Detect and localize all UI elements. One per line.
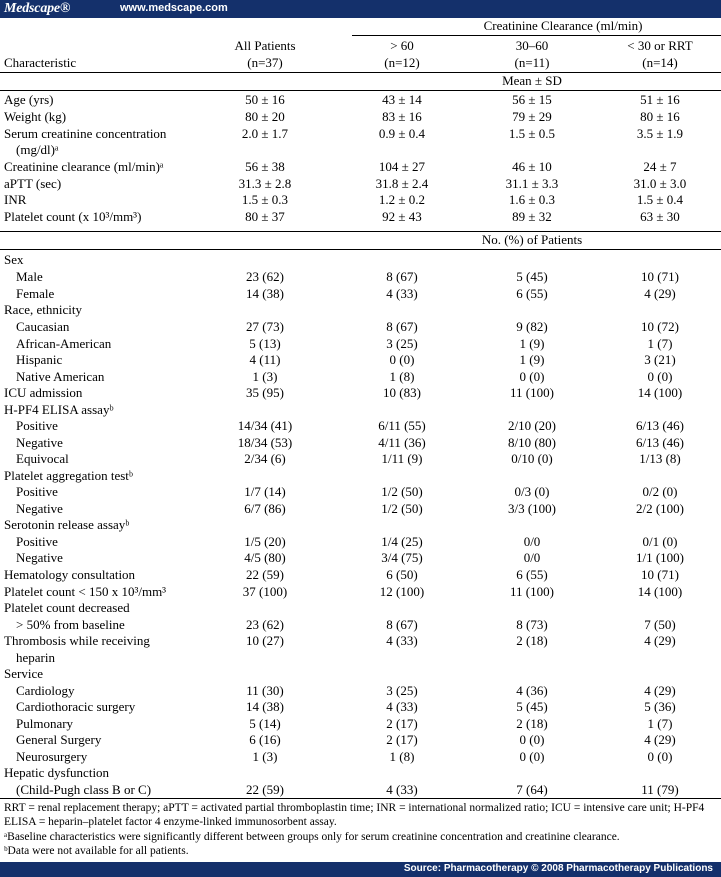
footer-bar bbox=[0, 862, 721, 877]
cell-value: 1/4 (25) bbox=[381, 534, 423, 549]
cell-value: 14 (100) bbox=[637, 584, 683, 599]
cell-value: 1.2 ± 0.2 bbox=[378, 192, 426, 207]
cell-value: 3 (25) bbox=[386, 683, 418, 698]
row-label: (mg/dl)ᵃ bbox=[16, 142, 59, 157]
cell-value: 10 (83) bbox=[383, 385, 421, 400]
cell-value: 3 (25) bbox=[386, 336, 418, 351]
cell-value: 6/13 (46) bbox=[635, 418, 685, 433]
cell-value: 10 (72) bbox=[641, 319, 679, 334]
row-label: Neurosurgery bbox=[16, 749, 88, 764]
cell-value: 2 (18) bbox=[516, 633, 548, 648]
cell-value: 4 (33) bbox=[386, 699, 418, 714]
cell-value: 8/10 (80) bbox=[507, 435, 557, 450]
col-lt30-label: < 30 or RRT bbox=[627, 38, 693, 53]
cell-value: 1.5 ± 0.4 bbox=[636, 192, 684, 207]
cell-value: 0.9 ± 0.4 bbox=[378, 126, 426, 141]
cell-value: 3 (21) bbox=[644, 352, 676, 367]
cell-value: 0/3 (0) bbox=[514, 484, 550, 499]
cell-value: 0 (0) bbox=[519, 369, 545, 384]
cell-value: 63 ± 30 bbox=[640, 209, 680, 224]
cell-value: 1 (3) bbox=[252, 749, 278, 764]
cell-value: 8 (67) bbox=[386, 617, 418, 632]
row-label: Platelet aggregation testᵇ bbox=[4, 468, 133, 483]
cell-value: 1 (8) bbox=[389, 369, 415, 384]
cell-value: 4 (33) bbox=[386, 782, 418, 797]
cell-value: 2/2 (100) bbox=[635, 501, 685, 516]
cell-value: 12 (100) bbox=[379, 584, 425, 599]
cell-value: 89 ± 32 bbox=[512, 209, 552, 224]
span-rule bbox=[352, 35, 721, 36]
cell-value: 2/10 (20) bbox=[507, 418, 557, 433]
col-gt60-n: (n=12) bbox=[384, 55, 420, 70]
col-lt30-n: (n=14) bbox=[642, 55, 678, 70]
row-label: Hepatic dysfunction bbox=[4, 765, 110, 780]
cell-value: 5 (13) bbox=[249, 336, 281, 351]
row-label: Female bbox=[16, 286, 55, 301]
row-label: Serum creatinine concentration bbox=[4, 126, 167, 141]
row-label: aPTT (sec) bbox=[4, 176, 62, 191]
cell-value: 5 (14) bbox=[249, 716, 281, 731]
cell-value: 11 (30) bbox=[246, 683, 284, 698]
cell-value: 6/7 (86) bbox=[244, 501, 286, 516]
row-label: Weight (kg) bbox=[4, 109, 67, 124]
cell-value: 14 (100) bbox=[637, 385, 683, 400]
row-label: Service bbox=[4, 666, 43, 681]
cell-value: 2 (18) bbox=[516, 716, 548, 731]
row-label: Age (yrs) bbox=[4, 92, 54, 107]
section1-rule bbox=[0, 90, 721, 91]
cell-value: 27 (73) bbox=[246, 319, 284, 334]
row-label: Negative bbox=[16, 550, 63, 565]
row-label: Serotonin release assayᵇ bbox=[4, 517, 130, 532]
cell-value: 0 (0) bbox=[389, 352, 415, 367]
cell-value: 5 (45) bbox=[516, 699, 548, 714]
cell-value: 11 (100) bbox=[510, 584, 554, 599]
cell-value: 5 (36) bbox=[644, 699, 676, 714]
cell-value: 3.5 ± 1.9 bbox=[636, 126, 684, 141]
site-url[interactable]: www.medscape.com bbox=[120, 2, 228, 14]
cell-value: 80 ± 20 bbox=[245, 109, 285, 124]
row-label: Negative bbox=[16, 501, 63, 516]
row-label: Creatinine clearance (ml/min)ᵃ bbox=[4, 159, 164, 174]
cell-value: 1/7 (14) bbox=[244, 484, 286, 499]
cell-value: 10 (71) bbox=[641, 269, 679, 284]
cell-value: 1.6 ± 0.3 bbox=[508, 192, 556, 207]
row-label: Positive bbox=[16, 534, 58, 549]
cell-value: 3/4 (75) bbox=[381, 550, 423, 565]
cell-value: 1 (9) bbox=[519, 336, 545, 351]
cell-value: 31.0 ± 3.0 bbox=[633, 176, 687, 191]
cell-value: 35 (95) bbox=[246, 385, 284, 400]
cell-value: 22 (59) bbox=[246, 782, 284, 797]
cell-value: 9 (82) bbox=[516, 319, 548, 334]
cell-value: 92 ± 43 bbox=[382, 209, 422, 224]
cell-value: 14 (38) bbox=[246, 699, 284, 714]
cell-value: 24 ± 7 bbox=[643, 159, 677, 174]
col-characteristic: Characteristic bbox=[4, 55, 77, 70]
row-label: Hispanic bbox=[16, 352, 63, 367]
cell-value: 0 (0) bbox=[519, 732, 545, 747]
cell-value: 6 (55) bbox=[516, 567, 548, 582]
col-gt60-label: > 60 bbox=[390, 38, 414, 53]
section-no-pct: No. (%) of Patients bbox=[481, 232, 583, 247]
cell-value: 22 (59) bbox=[246, 567, 284, 582]
cell-value: 11 (79) bbox=[641, 782, 679, 797]
cell-value: 23 (62) bbox=[246, 269, 284, 284]
col-all-n: (n=37) bbox=[247, 55, 283, 70]
cell-value: 1 (9) bbox=[519, 352, 545, 367]
cell-value: 6/13 (46) bbox=[635, 435, 685, 450]
col-30-60-label: 30–60 bbox=[515, 38, 549, 53]
cell-value: 56 ± 38 bbox=[245, 159, 285, 174]
row-label: Pulmonary bbox=[16, 716, 74, 731]
row-label: Male bbox=[16, 269, 43, 284]
cell-value: 46 ± 10 bbox=[512, 159, 552, 174]
cell-value: 0 (0) bbox=[647, 749, 673, 764]
section-mean-sd: Mean ± SD bbox=[502, 73, 562, 88]
cell-value: 7 (50) bbox=[644, 617, 676, 632]
row-label: Platelet count decreased bbox=[4, 600, 130, 615]
cell-value: 0 (0) bbox=[519, 749, 545, 764]
row-label: Native American bbox=[16, 369, 105, 384]
section2-rule bbox=[0, 249, 721, 250]
cell-value: 6 (16) bbox=[249, 732, 281, 747]
table-bottom-rule bbox=[0, 798, 721, 799]
cell-value: 43 ± 14 bbox=[382, 92, 422, 107]
cell-value: 4 (33) bbox=[386, 286, 418, 301]
footnote-abbrev: RRT = renal replacement therapy; aPTT = activated partial thromboplastin time; INR = international normalized ratio; ICU = intensive care unit; H-PF4 ELISA = heparin–platelet factor 4 enzyme-linked immunosorbent assay. bbox=[4, 802, 705, 828]
cell-value: 18/34 (53) bbox=[237, 435, 293, 450]
row-label: H-PF4 ELISA assayᵇ bbox=[4, 402, 114, 417]
cell-value: 23 (62) bbox=[246, 617, 284, 632]
cell-value: 4 (33) bbox=[386, 633, 418, 648]
cell-value: 79 ± 29 bbox=[512, 109, 552, 124]
cell-value: 80 ± 37 bbox=[245, 209, 285, 224]
cell-value: 11 (100) bbox=[510, 385, 554, 400]
cell-value: 8 (67) bbox=[386, 269, 418, 284]
cell-value: 14 (38) bbox=[246, 286, 284, 301]
cell-value: 31.1 ± 3.3 bbox=[505, 176, 559, 191]
row-label: Race, ethnicity bbox=[4, 302, 82, 317]
row-label: Positive bbox=[16, 418, 58, 433]
row-label: Caucasian bbox=[16, 319, 70, 334]
cell-value: 3/3 (100) bbox=[507, 501, 557, 516]
row-label: (Child-Pugh class B or C) bbox=[16, 782, 152, 797]
row-label: heparin bbox=[16, 650, 55, 665]
col-all-label: All Patients bbox=[234, 38, 296, 53]
cell-value: 6 (55) bbox=[516, 286, 548, 301]
cell-value: 4/11 (36) bbox=[378, 435, 426, 450]
row-label: INR bbox=[4, 192, 27, 207]
cell-value: 0/1 (0) bbox=[642, 534, 678, 549]
row-label: General Surgery bbox=[16, 732, 102, 747]
cell-value: 1/2 (50) bbox=[381, 501, 423, 516]
row-label: Hematology consultation bbox=[4, 567, 136, 582]
row-label: > 50% from baseline bbox=[16, 617, 125, 632]
cell-value: 0 (0) bbox=[647, 369, 673, 384]
row-label: Equivocal bbox=[16, 451, 69, 466]
cell-value: 1.5 ± 0.3 bbox=[241, 192, 289, 207]
cell-value: 8 (67) bbox=[386, 319, 418, 334]
col-30-60-n: (n=11) bbox=[514, 55, 550, 70]
cell-value: 0/10 (0) bbox=[511, 451, 553, 466]
source-credit: Source: Pharmacotherapy © 2008 Pharmacotherapy Publications bbox=[403, 863, 713, 874]
cell-value: 6 (50) bbox=[386, 567, 418, 582]
cell-value: 1/1 (100) bbox=[635, 550, 685, 565]
cell-value: 0/0 bbox=[523, 534, 541, 549]
cell-value: 1/11 (9) bbox=[381, 451, 423, 466]
cell-value: 10 (71) bbox=[641, 567, 679, 582]
cell-value: 10 (27) bbox=[246, 633, 284, 648]
cell-value: 1/5 (20) bbox=[244, 534, 286, 549]
cell-value: 1/13 (8) bbox=[639, 451, 681, 466]
cell-value: 83 ± 16 bbox=[382, 109, 422, 124]
cell-value: 4 (29) bbox=[644, 633, 676, 648]
cell-value: 1 (8) bbox=[389, 749, 415, 764]
cell-value: 50 ± 16 bbox=[245, 92, 285, 107]
row-label: Positive bbox=[16, 484, 58, 499]
cell-value: 2 (17) bbox=[386, 716, 418, 731]
cell-value: 56 ± 15 bbox=[512, 92, 552, 107]
row-label: Negative bbox=[16, 435, 63, 450]
cell-value: 31.3 ± 2.8 bbox=[238, 176, 292, 191]
row-label: ICU admission bbox=[4, 385, 83, 400]
cell-value: 0/2 (0) bbox=[642, 484, 678, 499]
cell-value: 31.8 ± 2.4 bbox=[375, 176, 429, 191]
cell-value: 1/2 (50) bbox=[381, 484, 423, 499]
header-bar bbox=[0, 0, 721, 18]
span-header: Creatinine Clearance (ml/min) bbox=[483, 18, 643, 33]
cell-value: 4 (36) bbox=[516, 683, 548, 698]
row-label: Platelet count < 150 x 10³/mm³ bbox=[4, 584, 167, 599]
cell-value: 14/34 (41) bbox=[237, 418, 293, 433]
row-label: Thrombosis while receiving bbox=[4, 633, 150, 648]
footnote-a: ᵃBaseline characteristics were significantly different between groups only for serum creatinine concentration and creatinine clearance. bbox=[4, 831, 620, 843]
row-label: Cardiology bbox=[16, 683, 75, 698]
cell-value: 37 (100) bbox=[242, 584, 288, 599]
row-label: Platelet count (x 10³/mm³) bbox=[4, 209, 142, 224]
cell-value: 104 ± 27 bbox=[378, 159, 426, 174]
cell-value: 4 (29) bbox=[644, 683, 676, 698]
cell-value: 5 (45) bbox=[516, 269, 548, 284]
cell-value: 80 ± 16 bbox=[640, 109, 680, 124]
cell-value: 1 (7) bbox=[647, 716, 673, 731]
cell-value: 4 (29) bbox=[644, 732, 676, 747]
row-label: Cardiothoracic surgery bbox=[16, 699, 136, 714]
cell-value: 4 (29) bbox=[644, 286, 676, 301]
cell-value: 0/0 bbox=[523, 550, 541, 565]
cell-value: 4/5 (80) bbox=[244, 550, 286, 565]
cell-value: 1 (7) bbox=[647, 336, 673, 351]
footnote-b: ᵇData were not available for all patients. bbox=[4, 845, 189, 857]
cell-value: 51 ± 16 bbox=[640, 92, 680, 107]
cell-value: 2 (17) bbox=[386, 732, 418, 747]
row-label: Sex bbox=[4, 252, 24, 267]
row-label: African-American bbox=[16, 336, 112, 351]
cell-value: 7 (64) bbox=[516, 782, 548, 797]
cell-value: 4 (11) bbox=[249, 352, 281, 367]
cell-value: 1 (3) bbox=[252, 369, 278, 384]
cell-value: 2.0 ± 1.7 bbox=[241, 126, 289, 141]
cell-value: 8 (73) bbox=[516, 617, 548, 632]
cell-value: 6/11 (55) bbox=[378, 418, 426, 433]
cell-value: 2/34 (6) bbox=[244, 451, 286, 466]
cell-value: 1.5 ± 0.5 bbox=[508, 126, 556, 141]
medscape-logo: Medscape® bbox=[4, 1, 71, 16]
